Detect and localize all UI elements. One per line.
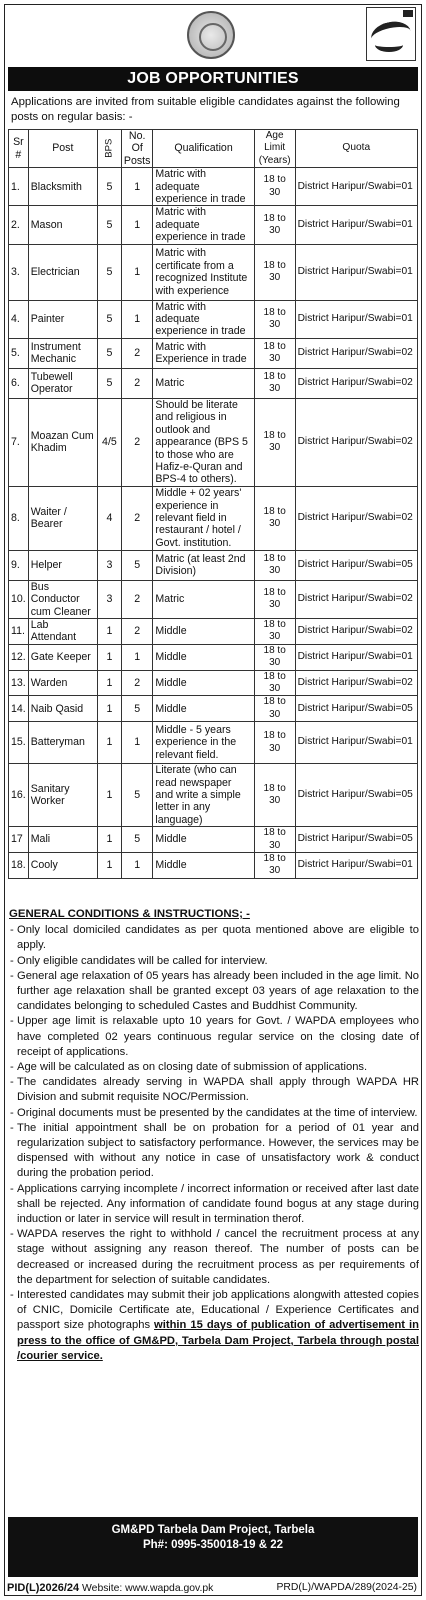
cell-qualification: Matric (153, 368, 254, 398)
cell-qualification: Middle (153, 618, 254, 644)
table-row (9, 853, 418, 879)
cell-quota: District Haripur/Swabi=05 (295, 764, 417, 827)
condition-item: - WAPDA reserves the right to withhold / cancel the recruitment process at any stage without assigning any reason thereof. The number of posts can be decreased or increased during the recruitment process as per requirements of the department for selection of suitable candidates. (9, 1227, 419, 1288)
cell-age-limit: 18 to 30 (254, 550, 295, 580)
cell-post: Bus Conductor cum Cleaner (28, 580, 97, 618)
cell-quota: District Haripur/Swabi=05 (295, 550, 417, 580)
cell-post: Cooly (28, 853, 97, 879)
table-row (9, 764, 418, 827)
cell-post: Warden (28, 670, 97, 696)
condition-item: - Only eligible candidates will be called for interview. (9, 954, 419, 969)
cell-bps: 4 (97, 486, 121, 550)
condition-item: - Applications carrying incomplete / incorrect information or received after last date shall be rejected. Any information of candidate found bogus at any stage during induction or later in service will result in termination therof. (9, 1182, 419, 1228)
table-header-row (9, 130, 418, 168)
cell-no-of-posts: 2 (121, 368, 153, 398)
page-title: JOB OPPORTUNITIES (8, 67, 418, 91)
cell-sr: 8. (9, 486, 29, 550)
table-row (9, 398, 418, 486)
cell-no-of-posts: 1 (121, 206, 153, 244)
cell-no-of-posts: 1 (121, 300, 153, 338)
cell-post: Mason (28, 206, 97, 244)
cell-no-of-posts: 1 (121, 168, 153, 206)
cell-sr: 18. (9, 853, 29, 879)
advertisement-sheet (4, 4, 422, 1596)
posts-table (8, 129, 418, 879)
cell-qualification: Matric (153, 580, 254, 618)
cell-sr: 6. (9, 368, 29, 398)
cell-sr: 14. (9, 696, 29, 722)
cell-age-limit: 18 to 30 (254, 827, 295, 853)
footer-banner (8, 1517, 418, 1577)
table-row (9, 670, 418, 696)
cell-post: Batteryman (28, 722, 97, 764)
conditions-list (9, 923, 419, 1364)
cell-no-of-posts: 2 (121, 486, 153, 550)
cell-no-of-posts: 2 (121, 338, 153, 368)
cell-post: Waiter / Bearer (28, 486, 97, 550)
table-row (9, 368, 418, 398)
cell-no-of-posts: 2 (121, 618, 153, 644)
condition-item: - Upper age limit is relaxable upto 10 years for Govt. / WAPDA employees who have completed 02 years continuous regular service on the closing date of receipt of applications. (9, 1014, 419, 1060)
cell-sr: 4. (9, 300, 29, 338)
cell-post: Lab Attendant (28, 618, 97, 644)
cell-quota: District Haripur/Swabi=02 (295, 580, 417, 618)
cell-bps: 3 (97, 580, 121, 618)
cell-bps: 3 (97, 550, 121, 580)
cell-qualification: Should be literate and religious in outlook and appearance (BPS 5 to those who are Hafiz-e-Quran and BPS-4 to others). (153, 398, 254, 486)
header-area (5, 5, 421, 67)
header-qualification: Qualification (153, 130, 254, 168)
intro-text: Applications are invited from suitable eligible candidates against the following posts on regular basis: - (11, 96, 400, 123)
cell-age-limit: 18 to 30 (254, 580, 295, 618)
cell-qualification: Middle (153, 644, 254, 670)
cell-qualification: Matric with adequate experience in trade (153, 168, 254, 206)
general-conditions (9, 907, 419, 1364)
cell-no-of-posts: 1 (121, 244, 153, 300)
table-row (9, 338, 418, 368)
cell-quota: District Haripur/Swabi=01 (295, 244, 417, 300)
cell-sr: 7. (9, 398, 29, 486)
cell-bps: 4/5 (97, 398, 121, 486)
cell-quota: District Haripur/Swabi=02 (295, 368, 417, 398)
cell-sr: 17 (9, 827, 29, 853)
cell-no-of-posts: 2 (121, 398, 153, 486)
cell-bps: 1 (97, 670, 121, 696)
footer-office: GM&PD Tarbela Dam Project, Tarbela (111, 1524, 315, 1536)
reference-code: PRD(L)/WAPDA/289(2024-25) (276, 1582, 417, 1593)
cell-no-of-posts: 5 (121, 550, 153, 580)
cell-bps: 1 (97, 764, 121, 827)
cell-no-of-posts: 1 (121, 644, 153, 670)
header-quota: Quota (295, 130, 417, 168)
cell-age-limit: 18 to 30 (254, 722, 295, 764)
cell-age-limit: 18 to 30 (254, 338, 295, 368)
cell-quota: District Haripur/Swabi=02 (295, 618, 417, 644)
cell-no-of-posts: 2 (121, 580, 153, 618)
pid-code: PID(L)2026/24 (7, 1582, 80, 1594)
cell-post: Painter (28, 300, 97, 338)
cell-sr: 5. (9, 338, 29, 368)
condition-item: - The candidates already serving in WAPDA shall apply through WAPDA HR Division and submit requisite NOC/Permission. (9, 1075, 419, 1105)
cell-qualification: Middle - 5 years experience in the relevant field. (153, 722, 254, 764)
table-row (9, 168, 418, 206)
cell-sr: 10. (9, 580, 29, 618)
table-row (9, 580, 418, 618)
cell-age-limit: 18 to 30 (254, 696, 295, 722)
website-text: Website: www.wapda.gov.pk (82, 1583, 214, 1594)
cell-bps: 5 (97, 368, 121, 398)
cell-qualification: Middle (153, 827, 254, 853)
cell-quota: District Haripur/Swabi=01 (295, 206, 417, 244)
cell-qualification: Middle + 02 years' experience in relevant field in restaurant / hotel / Govt. institution. (153, 486, 254, 550)
cell-age-limit: 18 to 30 (254, 300, 295, 338)
cell-sr: 9. (9, 550, 29, 580)
cell-bps: 1 (97, 644, 121, 670)
table-row (9, 486, 418, 550)
header-sr: Sr # (9, 130, 29, 168)
cell-no-of-posts: 5 (121, 827, 153, 853)
cell-qualification: Middle (153, 853, 254, 879)
cell-qualification: Matric (at least 2nd Division) (153, 550, 254, 580)
cell-bps: 5 (97, 168, 121, 206)
cell-post: Sanitary Worker (28, 764, 97, 827)
cell-no-of-posts: 2 (121, 670, 153, 696)
cell-qualification: Matric with adequate experience in trade (153, 206, 254, 244)
cell-sr: 12. (9, 644, 29, 670)
cell-no-of-posts: 1 (121, 722, 153, 764)
submission-text: Interested candidates may submit their job applications alongwith attested copies of CNIC, Domicile Certificate ate, Educational / Experience Certificates and passport size photographs (17, 1289, 419, 1332)
table-row (9, 722, 418, 764)
condition-item: - Age will be calculated as on closing date of submission of applications. (9, 1060, 419, 1075)
cell-post: Helper (28, 550, 97, 580)
condition-item-submission (9, 1288, 419, 1364)
header-bps: BPS (97, 130, 121, 168)
cell-quota: District Haripur/Swabi=02 (295, 670, 417, 696)
cell-sr: 1. (9, 168, 29, 206)
cell-bps: 1 (97, 696, 121, 722)
table-row (9, 550, 418, 580)
cell-quota: District Haripur/Swabi=05 (295, 696, 417, 722)
cell-quota: District Haripur/Swabi=01 (295, 722, 417, 764)
header-no-of-posts: No. Of Posts (121, 130, 153, 168)
table-row (9, 696, 418, 722)
cell-sr: 15. (9, 722, 29, 764)
cell-age-limit: 18 to 30 (254, 368, 295, 398)
cell-quota: District Haripur/Swabi=02 (295, 398, 417, 486)
cell-age-limit: 18 to 30 (254, 764, 295, 827)
cell-age-limit: 18 to 30 (254, 670, 295, 696)
azm-e-istehkam-logo (366, 7, 416, 61)
cell-age-limit: 18 to 30 (254, 244, 295, 300)
table-row (9, 244, 418, 300)
cell-qualification: Matric with Experience in trade (153, 338, 254, 368)
bottom-line (7, 1581, 419, 1595)
cell-bps: 1 (97, 722, 121, 764)
cell-sr: 16. (9, 764, 29, 827)
cell-sr: 11. (9, 618, 29, 644)
cell-bps: 5 (97, 206, 121, 244)
condition-item: - General age relaxation of 05 years has already been included in the age limit. No further age relaxation shall be granted except 03 years of age relaxation to the candidates belonging to scheduled Castes and Buddhist Community. (9, 969, 419, 1015)
cell-post: Mali (28, 827, 97, 853)
cell-quota: District Haripur/Swabi=01 (295, 168, 417, 206)
cell-post: Instrument Mechanic (28, 338, 97, 368)
cell-age-limit: 18 to 30 (254, 206, 295, 244)
footer-phone: Ph#: 0995-350018-19 & 22 (142, 1539, 283, 1551)
cell-age-limit: 18 to 30 (254, 644, 295, 670)
header-age-limit: Age Limit (Years) (254, 130, 295, 168)
table-row (9, 300, 418, 338)
cell-qualification: Matric with adequate experience in trade (153, 300, 254, 338)
cell-sr: 3. (9, 244, 29, 300)
cell-quota: District Haripur/Swabi=05 (295, 827, 417, 853)
table-row (9, 206, 418, 244)
cell-age-limit: 18 to 30 (254, 168, 295, 206)
cell-age-limit: 18 to 30 (254, 398, 295, 486)
cell-post: Electrician (28, 244, 97, 300)
condition-item: - Original documents must be presented by the candidates at the time of interview. (9, 1106, 419, 1121)
cell-quota: District Haripur/Swabi=02 (295, 486, 417, 550)
cell-bps: 1 (97, 827, 121, 853)
cell-qualification: Middle (153, 670, 254, 696)
submission-deadline-text: within 15 days of publication of advertisement in press to the office of GM&PD, Tarbela Dam Project, Tarbela through postal /courier service. (17, 1319, 419, 1362)
cell-post: Moazan Cum Khadim (28, 398, 97, 486)
table-row (9, 618, 418, 644)
cell-quota: District Haripur/Swabi=01 (295, 300, 417, 338)
cell-post: Tubewell Operator (28, 368, 97, 398)
cell-post: Gate Keeper (28, 644, 97, 670)
cell-bps: 5 (97, 244, 121, 300)
cell-post: Naib Qasid (28, 696, 97, 722)
cell-age-limit: 18 to 30 (254, 486, 295, 550)
condition-item: - Only local domiciled candidates as per quota mentioned above are eligible to apply. (9, 923, 419, 953)
cell-qualification: Literate (who can read newspaper and write a simple letter in any language) (153, 764, 254, 827)
cell-quota: District Haripur/Swabi=01 (295, 644, 417, 670)
cell-post: Blacksmith (28, 168, 97, 206)
cell-sr: 2. (9, 206, 29, 244)
cell-qualification: Middle (153, 696, 254, 722)
cell-qualification: Matric with certificate from a recognized Institute with experience (153, 244, 254, 300)
conditions-title: GENERAL CONDITIONS & INSTRUCTIONS; - (9, 908, 250, 920)
cell-quota: District Haripur/Swabi=02 (295, 338, 417, 368)
cell-age-limit: 18 to 30 (254, 618, 295, 644)
cell-no-of-posts: 5 (121, 696, 153, 722)
cell-bps: 5 (97, 338, 121, 368)
cell-no-of-posts: 1 (121, 853, 153, 879)
cell-bps: 1 (97, 853, 121, 879)
cell-no-of-posts: 5 (121, 764, 153, 827)
condition-item: - The initial appointment shall be on probation for a period of 01 year and regularization subject to satisfactory performance. However, the services may be dispensed with without any notice in case of unsatisfactory work & conduct during the probation period. (9, 1121, 419, 1182)
table-row (9, 827, 418, 853)
header-post: Post (28, 130, 97, 168)
cell-quota: District Haripur/Swabi=01 (295, 853, 417, 879)
table-row (9, 644, 418, 670)
cell-bps: 5 (97, 300, 121, 338)
cell-bps: 1 (97, 618, 121, 644)
cell-age-limit: 18 to 30 (254, 853, 295, 879)
wapda-logo (187, 11, 235, 59)
cell-sr: 13. (9, 670, 29, 696)
